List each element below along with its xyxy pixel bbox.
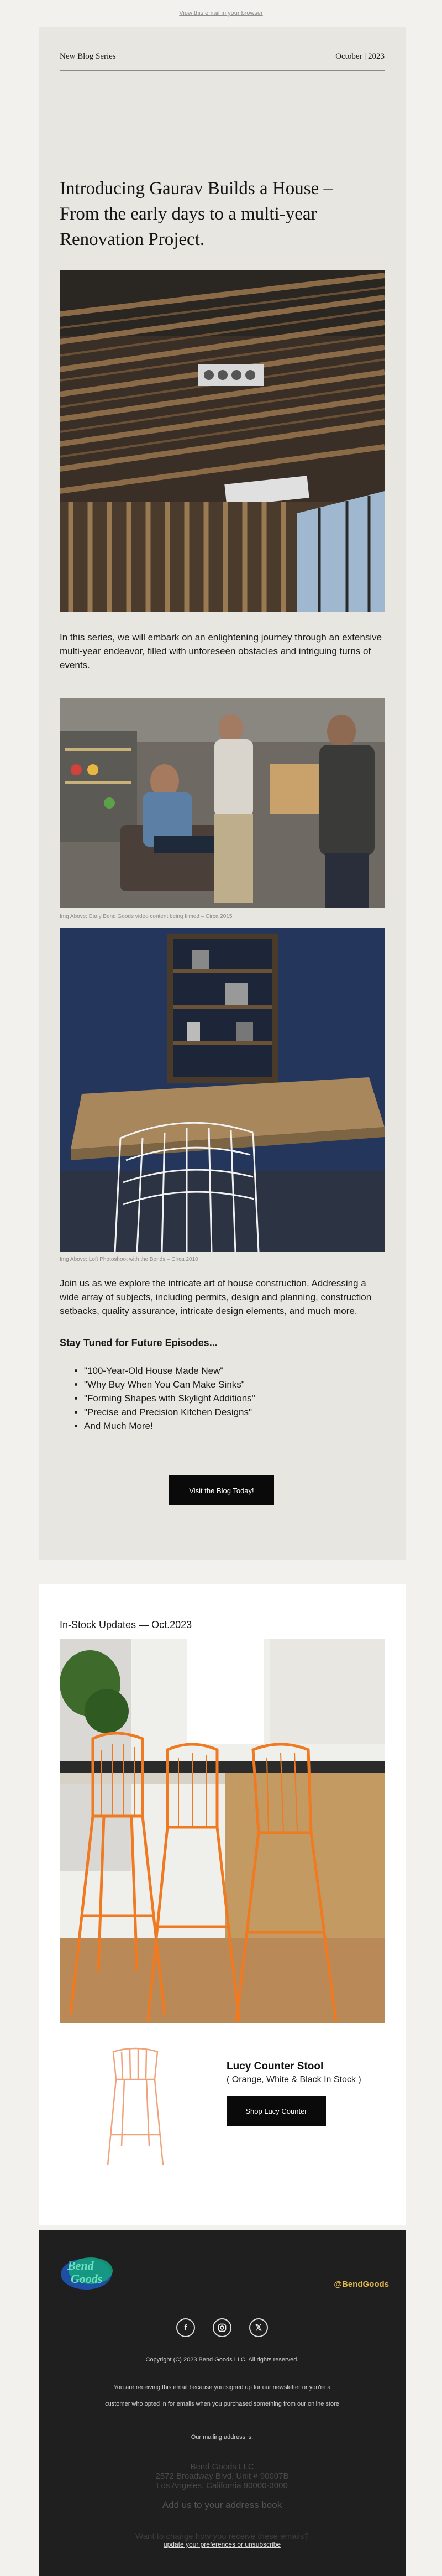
view-in-browser-link[interactable]: View this email in your browser [179,10,263,17]
product-name: Lucy Counter Stool [227,2061,324,2072]
blog-body-text: Join us as we explore the intricate art of house construction. Addressing a wide array of subjects, including permits, design and planning, construction setbacks, quality assurance, intricate design elements, and much more. [60,1278,372,1316]
image-caption-2: Img Above: Loft Photoshoot with the Bends – Circa 2010 [60,1256,198,1263]
loft-photoshoot-image [60,928,385,1252]
image-caption-1: Img Above: Early Bend Goods video content being filmed – Circa 2015 [60,914,233,920]
visit-blog-button[interactable]: Visit the Blog Today! [169,1475,274,1505]
blog-intro-text: In this series, we will embark on an enlightening journey through an extensive multi-year endeavor, filled with unforeseen obstacles and intriguing turns of events. [60,632,382,670]
svg-text:Bend: Bend [67,2259,94,2272]
date-label: October | 2023 [335,52,385,61]
shop-lucy-counter-button[interactable]: Shop Lucy Counter [227,2096,326,2126]
address-line-1: Bend Goods LLC [190,2462,254,2471]
footer [39,2230,406,2576]
renovation-ceiling-image [60,270,385,612]
add-address-book-link[interactable]: Add us to your address book [162,2500,282,2510]
top-bar [0,0,442,27]
copyright-text: Copyright (C) 2023 Bend Goods LLC. All rights reserved. [145,2356,299,2363]
list-item: • "Precise and Precision Kitchen Designs" [84,1405,255,1419]
in-stock-heading: In-Stock Updates — Oct.2023 [60,1619,192,1630]
x-icon[interactable]: 𝕏 [249,2318,268,2337]
blog-series-card [39,27,406,1560]
video-shoot-image [60,698,385,908]
list-item: • "Forming Shapes with Skylight Additions" [84,1391,255,1405]
social-handle[interactable]: @BendGoods [334,2280,389,2289]
reason-line-2: customer who opted in for emails when you purchased something from our online store [105,2401,339,2407]
unsubscribe-link[interactable]: update your preferences or unsubscribe [163,2541,281,2548]
reason-line-1: You are receiving this email because you signed up for our newsletter or you're a [113,2384,331,2391]
product-variants: ( Orange, White & Black In Stock ) [227,2075,361,2084]
list-item: • "Why Buy When You Can Make Sinks" [84,1378,255,1391]
change-emails-text: Want to change how you receive these emails? [135,2532,309,2541]
address-line-2: 2572 Broadway Blvd, Unit # 90007B [155,2471,289,2481]
list-item: • And Much More! [84,1419,255,1433]
mailing-address [39,2462,406,2490]
social-icons [39,2318,406,2337]
in-stock-card [39,1584,406,2225]
episode-list [84,1364,255,1433]
svg-text:Goods: Goods [71,2272,103,2286]
orange-stools-image [60,1639,385,2023]
stay-tuned-heading: Stay Tuned for Future Episodes... [60,1337,218,1348]
mailing-label: Our mailing address is: [191,2434,254,2441]
address-line-3: Los Angeles, California 90000-3000 [156,2481,288,2490]
stool-thumbnail-image [99,2041,171,2168]
bend-goods-logo[interactable] [59,2252,119,2292]
series-label: New Blog Series [60,52,116,61]
blog-header [60,43,385,71]
instagram-icon[interactable] [213,2318,231,2337]
facebook-icon[interactable]: f [176,2318,195,2337]
page-title: Introducing Gaurav Builds a House – From the early days to a multi-year Renovation Project. [60,179,333,249]
list-item: • "100-Year-Old House Made New" [84,1364,255,1378]
